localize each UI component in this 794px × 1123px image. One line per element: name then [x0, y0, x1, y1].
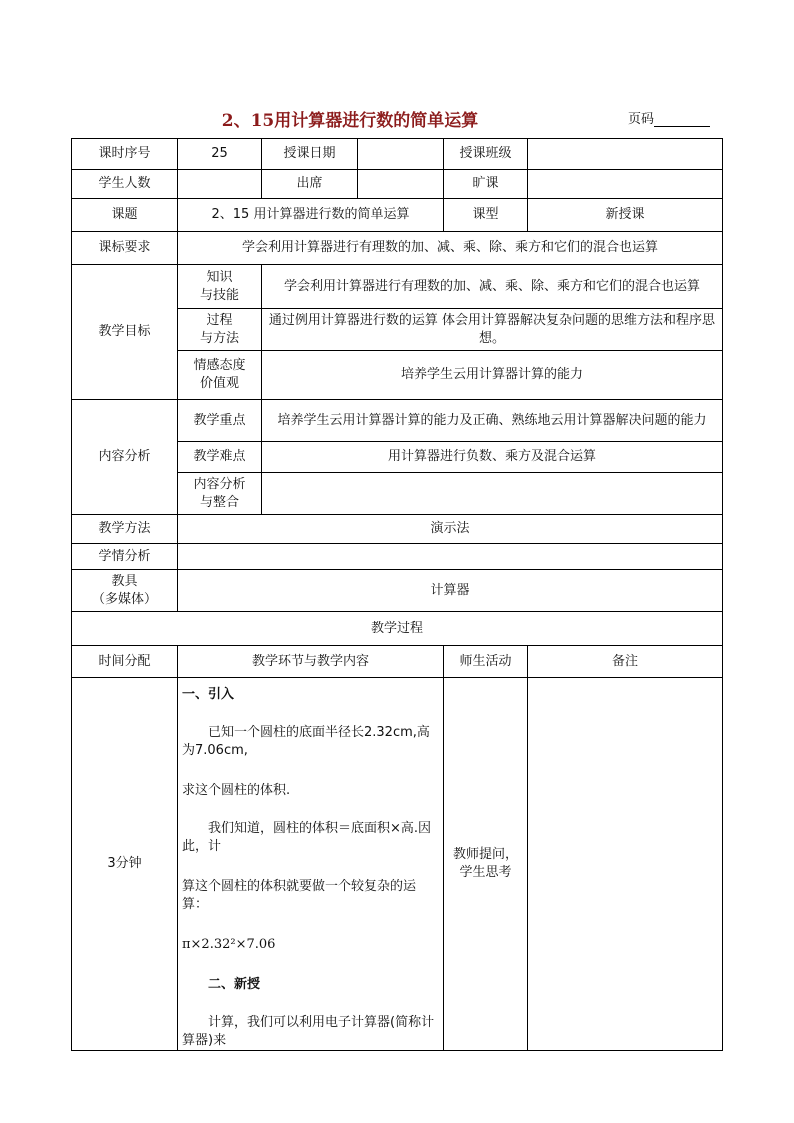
volume-formula: π×2.32²×7.06 — [182, 937, 276, 952]
lesson-number-value: 25 — [178, 139, 262, 170]
teaching-content-header: 教学环节与教学内容 — [178, 646, 444, 678]
teaching-method-value: 演示法 — [178, 515, 723, 544]
remarks-value — [528, 678, 723, 1051]
lesson-type-label: 课型 — [444, 199, 528, 232]
intro-paragraph-2-continued: 算这个圆柱的体积就要做一个较复杂的运算： — [182, 879, 417, 912]
student-count-value — [178, 170, 262, 199]
teaching-method-label: 教学方法 — [72, 515, 178, 544]
learner-analysis-label: 学情分析 — [72, 544, 178, 570]
topic-label: 课题 — [72, 199, 178, 232]
page-title: 2、15用计算器进行数的简单运算 — [221, 111, 479, 131]
teaching-class-value — [528, 139, 723, 170]
content-integration-label: 内容分析 与整合 — [178, 473, 262, 515]
attendance-label: 出席 — [262, 170, 358, 199]
teaching-goals-label: 教学目标 — [72, 265, 178, 400]
teaching-aids-value: 计算器 — [178, 570, 723, 612]
page-number-field — [628, 108, 710, 127]
knowledge-skills-value: 学会利用计算器进行有理数的加、减、乘、除、乘方和它们的混合也运算 — [262, 265, 723, 309]
emotion-values-label: 情感态度 价值观 — [178, 351, 262, 400]
new-lesson-heading: 二、新授 — [208, 977, 261, 992]
new-lesson-paragraph: 计算，我们可以利用电子计算器(简称计算器)来 — [182, 1015, 435, 1048]
absence-value — [528, 170, 723, 199]
intro-paragraph-1: 已知一个圆柱的底面半径长2.32cm,高为7.06cm, — [182, 725, 430, 758]
student-count-label: 学生人数 — [72, 170, 178, 199]
page-number-label: 页码 — [628, 112, 655, 127]
teaching-aids-label: 教具 （多媒体） — [72, 570, 178, 612]
content-integration-value — [262, 473, 723, 515]
key-points-value: 培养学生云用计算器计算的能力及正确、熟练地云用计算器解决问题的能力 — [262, 400, 723, 442]
key-points-label: 教学重点 — [178, 400, 262, 442]
difficult-points-value: 用计算器进行负数、乘方及混合运算 — [262, 442, 723, 473]
activity-header: 师生活动 — [444, 646, 528, 678]
time-allocation-header: 时间分配 — [72, 646, 178, 678]
attendance-value — [358, 170, 444, 199]
knowledge-skills-label: 知识 与技能 — [178, 265, 262, 309]
lesson-number-label: 课时序号 — [72, 139, 178, 170]
intro-heading: 一、引入 — [182, 687, 235, 702]
topic-value: 2、15 用计算器进行数的简单运算 — [178, 199, 444, 232]
teaching-date-label: 授课日期 — [262, 139, 358, 170]
intro-paragraph-1-continued: 求这个圆柱的体积. — [182, 783, 291, 798]
teaching-class-label: 授课班级 — [444, 139, 528, 170]
lesson-plan-table — [71, 138, 723, 1051]
teaching-process-title: 教学过程 — [72, 612, 723, 646]
time-allocation-value: 3分钟 — [72, 678, 178, 1051]
learner-analysis-value — [178, 544, 723, 570]
teaching-date-value — [358, 139, 444, 170]
lesson-type-value: 新授课 — [528, 199, 723, 232]
remarks-header: 备注 — [528, 646, 723, 678]
standard-value: 学会利用计算器进行有理数的加、减、乘、除、乘方和它们的混合也运算 — [178, 232, 723, 265]
process-method-label: 过程 与方法 — [178, 309, 262, 351]
teaching-content-body — [178, 678, 444, 1051]
content-analysis-label: 内容分析 — [72, 400, 178, 515]
difficult-points-label: 教学难点 — [178, 442, 262, 473]
activity-value: 教师提问，学生思考 — [444, 678, 528, 1051]
process-method-value: 通过例用计算器进行数的运算 体会用计算器解决复杂问题的思维方法和程序思想。 — [262, 309, 723, 351]
standard-label: 课标要求 — [72, 232, 178, 265]
page-number-blank — [654, 113, 710, 127]
absence-label: 旷课 — [444, 170, 528, 199]
emotion-values-value: 培养学生云用计算器计算的能力 — [262, 351, 723, 400]
intro-paragraph-2: 我们知道，圆柱的体积＝底面积×高.因此，计 — [182, 821, 432, 854]
